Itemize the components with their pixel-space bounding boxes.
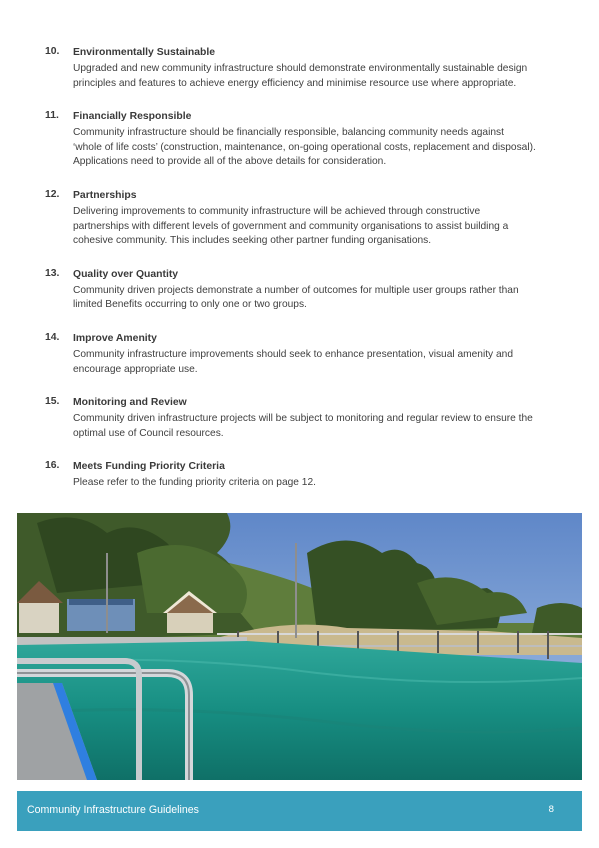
body-line: Community driven projects demonstrate a number of outcomes for multiple user groups rather than (73, 284, 519, 296)
item-heading: Quality over Quantity (73, 268, 179, 280)
body-line: principles and features to achieve energy efficiency and minimise resource use where appropriate. (73, 77, 517, 89)
body-line: Applications need to provide all of the above details for consideration. (73, 156, 387, 168)
item-number: 10. (45, 46, 60, 57)
guideline-item-12 (45, 189, 565, 249)
body-line: Delivering improvements to community infrastructure will be achieved through constructive (73, 205, 481, 217)
guideline-item-10 (45, 46, 565, 91)
body-line: optimal use of Council resources. (73, 427, 224, 439)
ocean-pool-photo (17, 513, 582, 780)
item-number: 15. (45, 396, 60, 408)
item-heading: Meets Funding Priority Criteria (73, 461, 225, 473)
body-line: partnerships with different levels of government and community organisations to assist building a (73, 220, 509, 232)
item-heading: Financially Responsible (73, 111, 192, 123)
item-body (73, 62, 565, 91)
body-line: Community driven infrastructure projects will be subject to monitoring and regular review to ensure the (73, 413, 533, 425)
body-line: Community infrastructure improvements should seek to enhance presentation, visual amenity and (73, 348, 513, 360)
item-body (73, 348, 565, 377)
body-line: limited Benefits occurring to only one or two groups. (73, 299, 307, 311)
guideline-list (45, 46, 565, 510)
item-body (73, 476, 565, 491)
item-heading: Environmentally Sustainable (73, 47, 216, 58)
item-number: 11. (45, 110, 59, 122)
item-heading: Partnerships (73, 189, 137, 201)
item-number: 14. (45, 331, 60, 343)
body-line: encourage appropriate use. (73, 363, 198, 375)
guideline-item-16 (45, 460, 565, 491)
ocean-pool-illustration (17, 513, 582, 780)
page-number: 8 (548, 804, 554, 815)
body-line: Upgraded and new community infrastructure should demonstrate environmentally sustainable design (73, 63, 528, 74)
page-footer (17, 791, 582, 831)
body-line: cohesive community. This includes seeking other partner funding organisations. (73, 235, 432, 247)
guideline-item-11 (45, 110, 565, 170)
guideline-item-13 (45, 268, 565, 313)
guideline-item-15 (45, 396, 565, 441)
item-heading: Improve Amenity (73, 332, 157, 344)
item-body (73, 205, 565, 249)
body-line: Community infrastructure should be financially responsible, balancing community needs against (73, 127, 504, 139)
item-body (73, 126, 565, 170)
body-line: Please refer to the funding priority criteria on page 12. (73, 477, 316, 489)
item-number: 13. (45, 267, 60, 279)
guideline-item-14 (45, 332, 565, 377)
item-body (73, 284, 565, 313)
item-number: 12. (45, 188, 60, 200)
item-body (73, 412, 565, 441)
body-line: ‘whole of life costs’ (construction, maintenance, on-going operational costs, replacement and disposal). (73, 141, 536, 153)
item-heading: Monitoring and Review (73, 397, 187, 409)
footer-title: Community Infrastructure Guidelines (27, 804, 199, 816)
item-number: 16. (45, 460, 60, 472)
